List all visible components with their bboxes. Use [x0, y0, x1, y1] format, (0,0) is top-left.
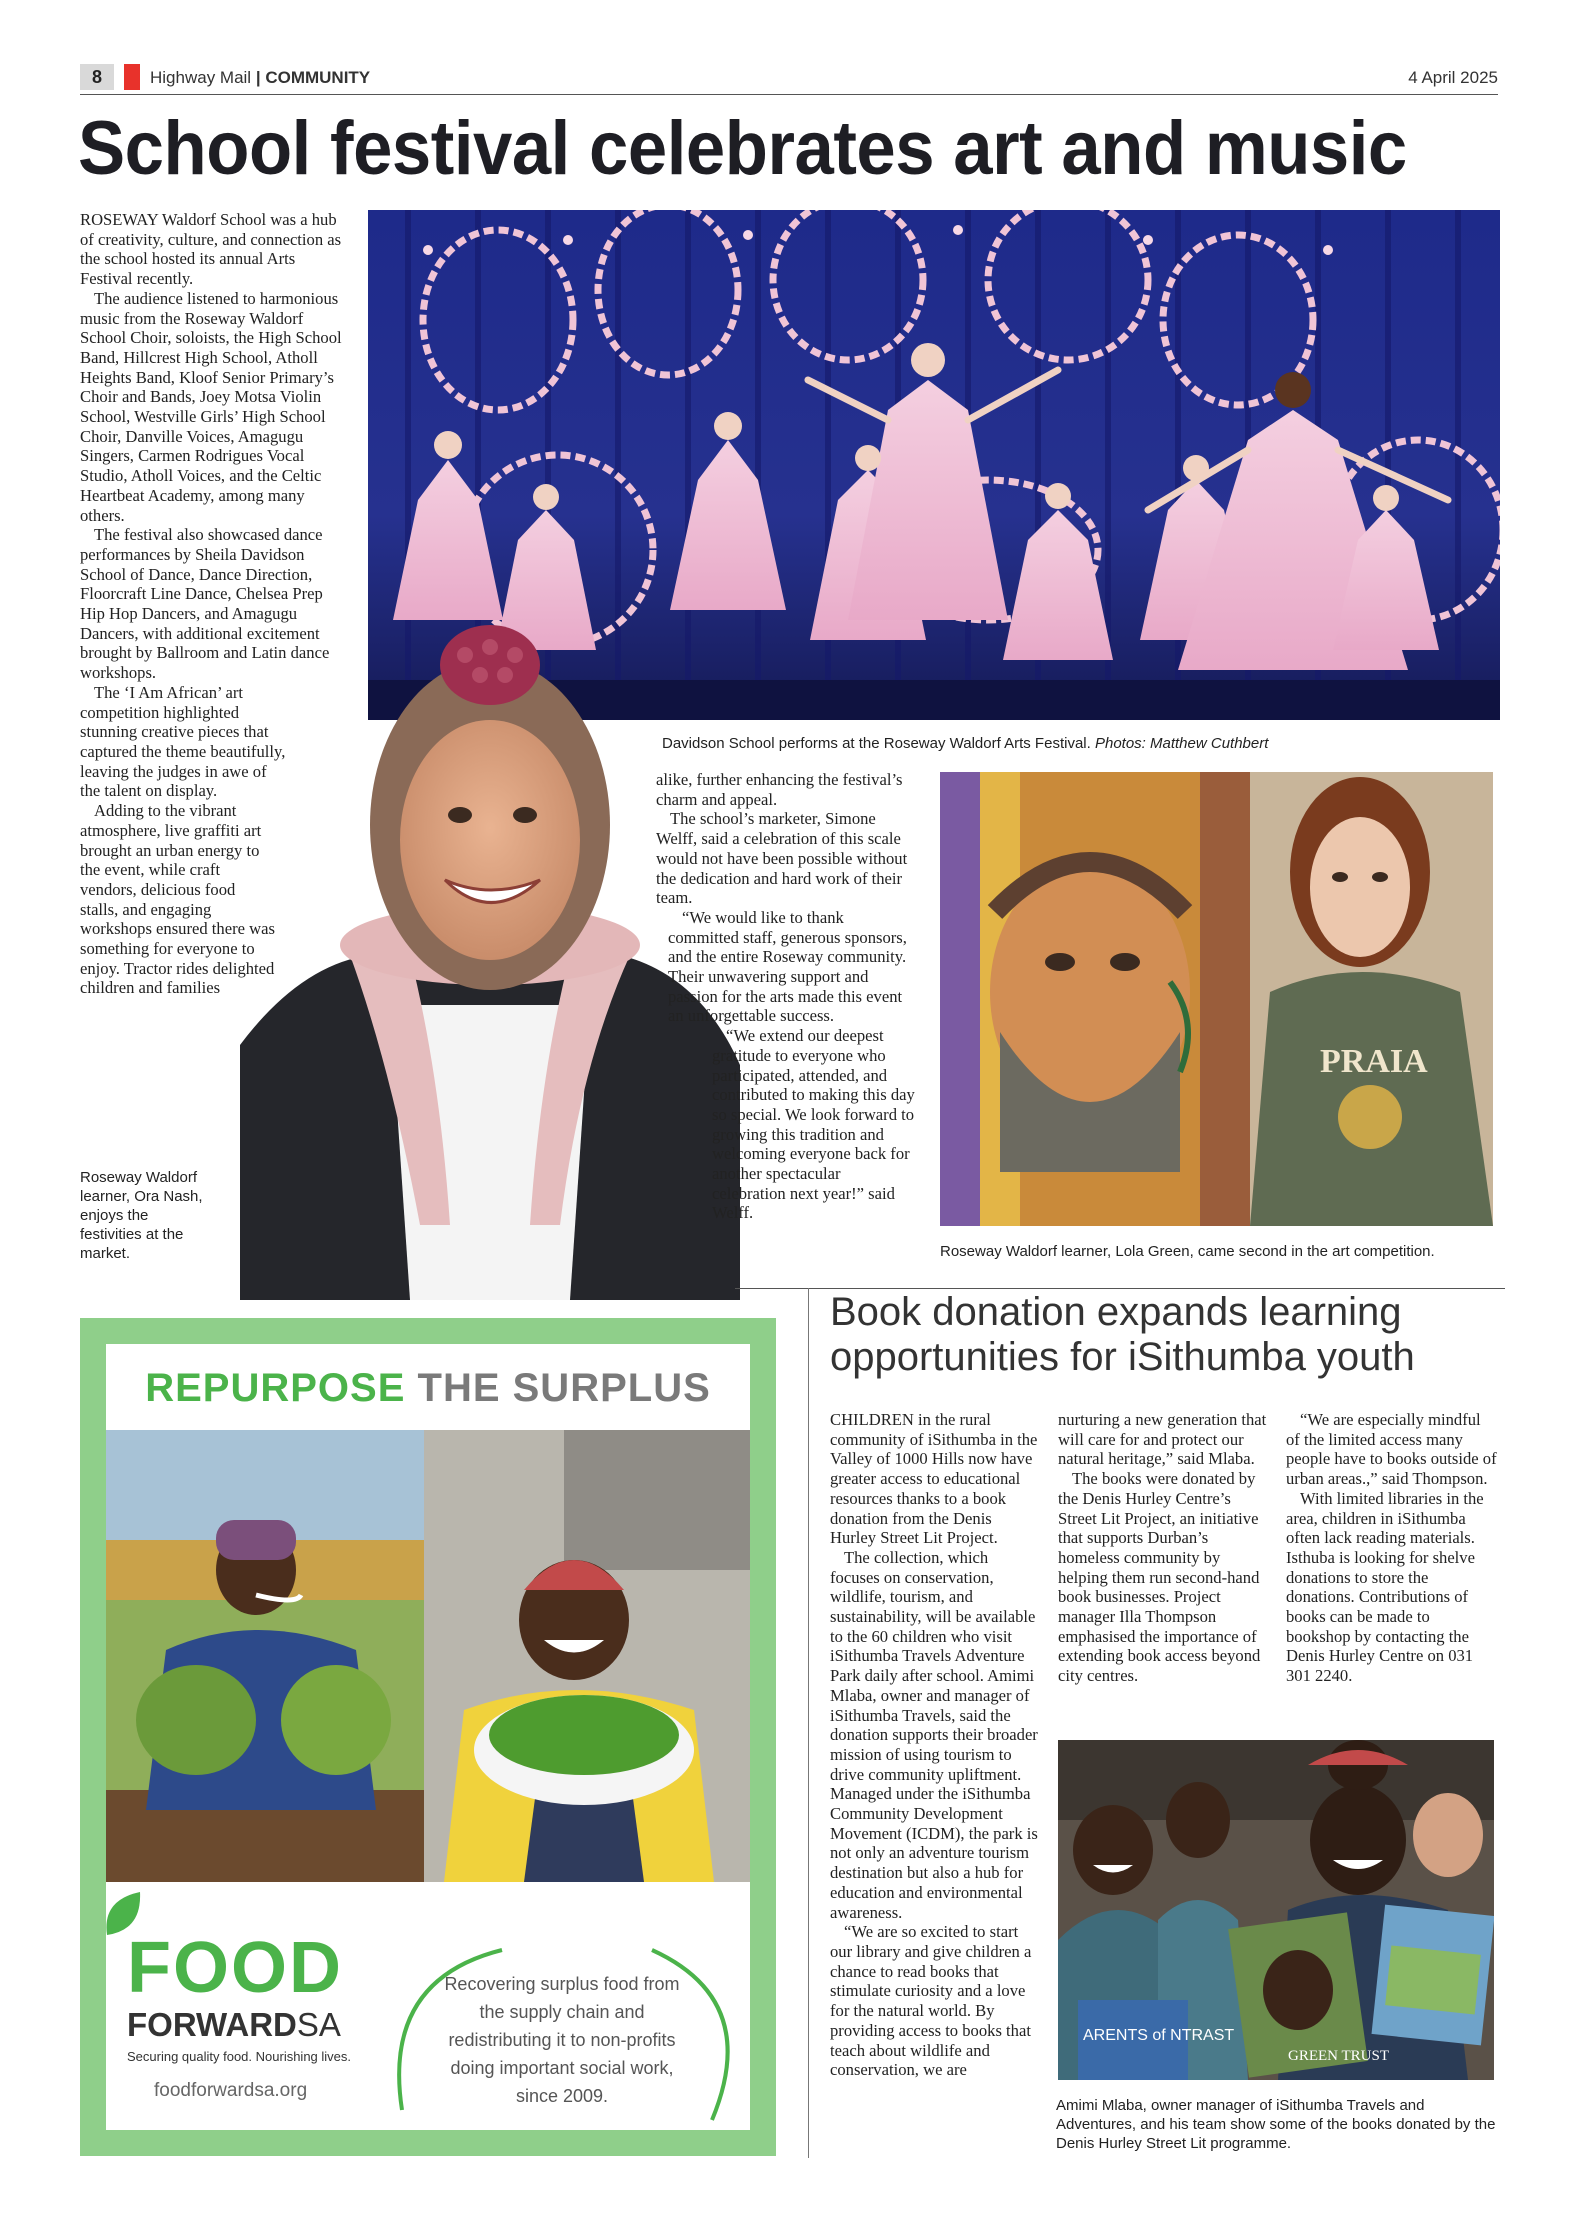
- advert-url[interactable]: foodforwardsa.org: [154, 2080, 308, 2101]
- food-forward-logo: [127, 1930, 397, 2066]
- story2-paragraph: “We are especially mindful of the limited access many people have to books outside of urban areas.,” said Thompson.: [1286, 1410, 1497, 1489]
- logo-food: FOOD: [127, 1928, 343, 2008]
- food-forward-advert: [80, 1318, 776, 2156]
- story1-paragraph: The ‘I Am African’ art competition highlighted stunning creative pieces that captured the theme beautifully, leaving the judges in awe of the talent on display.: [80, 682, 286, 801]
- leaf-icon: [102, 1890, 142, 1940]
- story2-paragraph: “We are so excited to start our library and give children a chance to read books that stimulate curiosity and a love for the natural world. By providing access to books that teach about wildlife and conservation, we are: [830, 1922, 1032, 2080]
- chef-photo: [424, 1430, 750, 1882]
- book-title-1: ARENTS of NTRAST: [1083, 2027, 1235, 2044]
- story2-column-3: [1286, 1410, 1498, 1686]
- logo-forward: FORWARD: [127, 2006, 297, 2043]
- story-divider-vertical: [808, 1288, 809, 2158]
- advert-blurb: Recovering surplus food from the supply chain and redistributing it to non-profits doing important social work, since 2009.: [444, 1974, 680, 2106]
- headline-story2: Book donation expands learning opportunities for iSithumba youth: [830, 1290, 1415, 1379]
- story2-column-2: [1058, 1410, 1268, 1686]
- books-photo: [1058, 1740, 1494, 2080]
- story1-paragraph: ROSEWAY Waldorf School was a hub of creativity, culture, and connection as the school hosted its annual Arts Festival recently.: [80, 210, 342, 289]
- story1-paragraph: alike, further enhancing the festival’s charm and appeal.: [656, 770, 903, 809]
- story1-paragraph: The audience listened to harmonious music from the Roseway Waldorf School Choir, soloists, the High School Band, Hillcrest High School, Atholl Heights Band, Kloof Senior Primary’s Choir and Bands, Joey Motsa Violin School, Westville Girls’ High School Choir, Danville Voices, Amagugu Singers, Carmen Rodrigues Vocal Studio, Atholl Voices, and the Celtic Heartbeat Academy, among many others.: [80, 288, 342, 525]
- story1-paragraph: “We would like to thank committed staff, generous sponsors, and the entire Roseway community. Their unwavering support and passion for the arts made this event an unforgettable success.: [668, 907, 907, 1026]
- advert-headline-grey: THE SURPLUS: [417, 1366, 711, 1410]
- caption-girl-photo: Roseway Waldorf learner, Ora Nash, enjoys the festivities at the market.: [80, 1169, 203, 1262]
- story1-paragraph: Adding to the vibrant atmosphere, live graffiti art brought an urban energy to the event, while craft vendors, delicious food stalls, and engaging workshops ensured there was something for everyone to enjoy. Tractor rides delighted children and families: [80, 801, 275, 998]
- story1-paragraph: The festival also showcased dance performances by Sheila Davidson School of Dance, Dance Direction, Floorcraft Line Dance, Chelsea Prep Hip Hop Dancers, and Amagugu Dancers, with additional excitement brought by Ballroom and Latin dance workshops.: [80, 525, 330, 683]
- advert-arc: [382, 1920, 752, 2140]
- story2-column-1: [830, 1410, 1038, 2080]
- caption-dance-photo: [662, 734, 1502, 753]
- section-name: COMMUNITY: [265, 68, 371, 87]
- section-color-tab: [124, 64, 140, 90]
- caption-dance-text: Davidson School performs at the Roseway Waldorf Arts Festival.: [662, 735, 1091, 752]
- paper-name: Highway Mail: [150, 68, 252, 87]
- advert-headline-green: REPURPOSE: [145, 1366, 406, 1410]
- story2-paragraph: CHILDREN in the rural community of iSithumba in the Valley of 1000 Hills now have greater access to educational resources thanks to a book donation from the Denis Hurley Street Lit Project.: [830, 1410, 1038, 1548]
- story1-column-2: [656, 770, 918, 1223]
- story1-paragraph: The school’s marketer, Simone Welff, said a celebration of this scale would not have been possible without the dedication and hard work of their team.: [656, 809, 908, 908]
- story2-paragraph: With limited libraries in the area, children in iSithumba often lack reading materials. Isthuba is looking for shelve donations to store the donations. Contributions of books can be made to bookshop by contacting the Denis Hurley Centre on 031 301 2240.: [1286, 1488, 1484, 1686]
- story2-paragraph: nurturing a new generation that will care for and protect our natural heritage,” said Mlaba.: [1058, 1410, 1267, 1469]
- page-number: 8: [80, 64, 114, 90]
- page-date: 4 April 2025: [1408, 68, 1498, 87]
- section-divider: [735, 1288, 1505, 1289]
- book-title-2: GREEN TRUST: [1288, 2048, 1389, 2064]
- logo-tagline: Securing quality food. Nourishing lives.: [127, 2049, 352, 2064]
- story2-paragraph: The collection, which focuses on conservation, wildlife, tourism, and sustainability, will be available to the 60 children who visit iSithumba Travels Adventure Park daily after school. Amimi Mlaba, owner and manager of iSithumba Travels, said the donation supports their broader mission of using tourism to drive community upliftment. Managed under the iSithumba Community Development Movement (ICDM), the park is not only an adventure tourism destination but also a hub for education and environmental awareness.: [830, 1547, 1038, 1922]
- logo-sa: SA: [296, 2006, 341, 2043]
- caption-books-photo: Amimi Mlaba, owner manager of iSithumba Travels and Adventures, and his team show some of the books donated by the Denis Hurley Street Lit programme.: [1056, 2097, 1496, 2152]
- page-header: [80, 64, 1498, 95]
- story1-paragraph: “We extend our deepest gratitude to everyone who participated, attended, and contributed to making this day so special. We look forward to growing this tradition and welcoming everyone back for another spectacular celebration next year!” said Welff.: [712, 1026, 915, 1223]
- shirt-text: PRAIA: [1320, 1043, 1428, 1080]
- art-photo: [940, 772, 1493, 1226]
- story2-paragraph: The books were donated by the Denis Hurley Centre’s Street Lit Project, an initiative that supports Durban’s homeless community by helping them run second-hand book businesses. Project manager Illa Thompson emphasised the importance of extending book access beyond city centres.: [1058, 1469, 1261, 1686]
- caption-art-photo: Roseway Waldorf learner, Lola Green, came second in the art competition.: [940, 1243, 1435, 1260]
- farmer-photo: [106, 1430, 424, 1882]
- headline-story1: School festival celebrates art and music: [78, 106, 1407, 191]
- advert-headline: [106, 1364, 750, 1412]
- masthead-line: Highway Mail | COMMUNITY: [150, 68, 371, 87]
- photo-credit: Photos: Matthew Cuthbert: [1094, 735, 1269, 752]
